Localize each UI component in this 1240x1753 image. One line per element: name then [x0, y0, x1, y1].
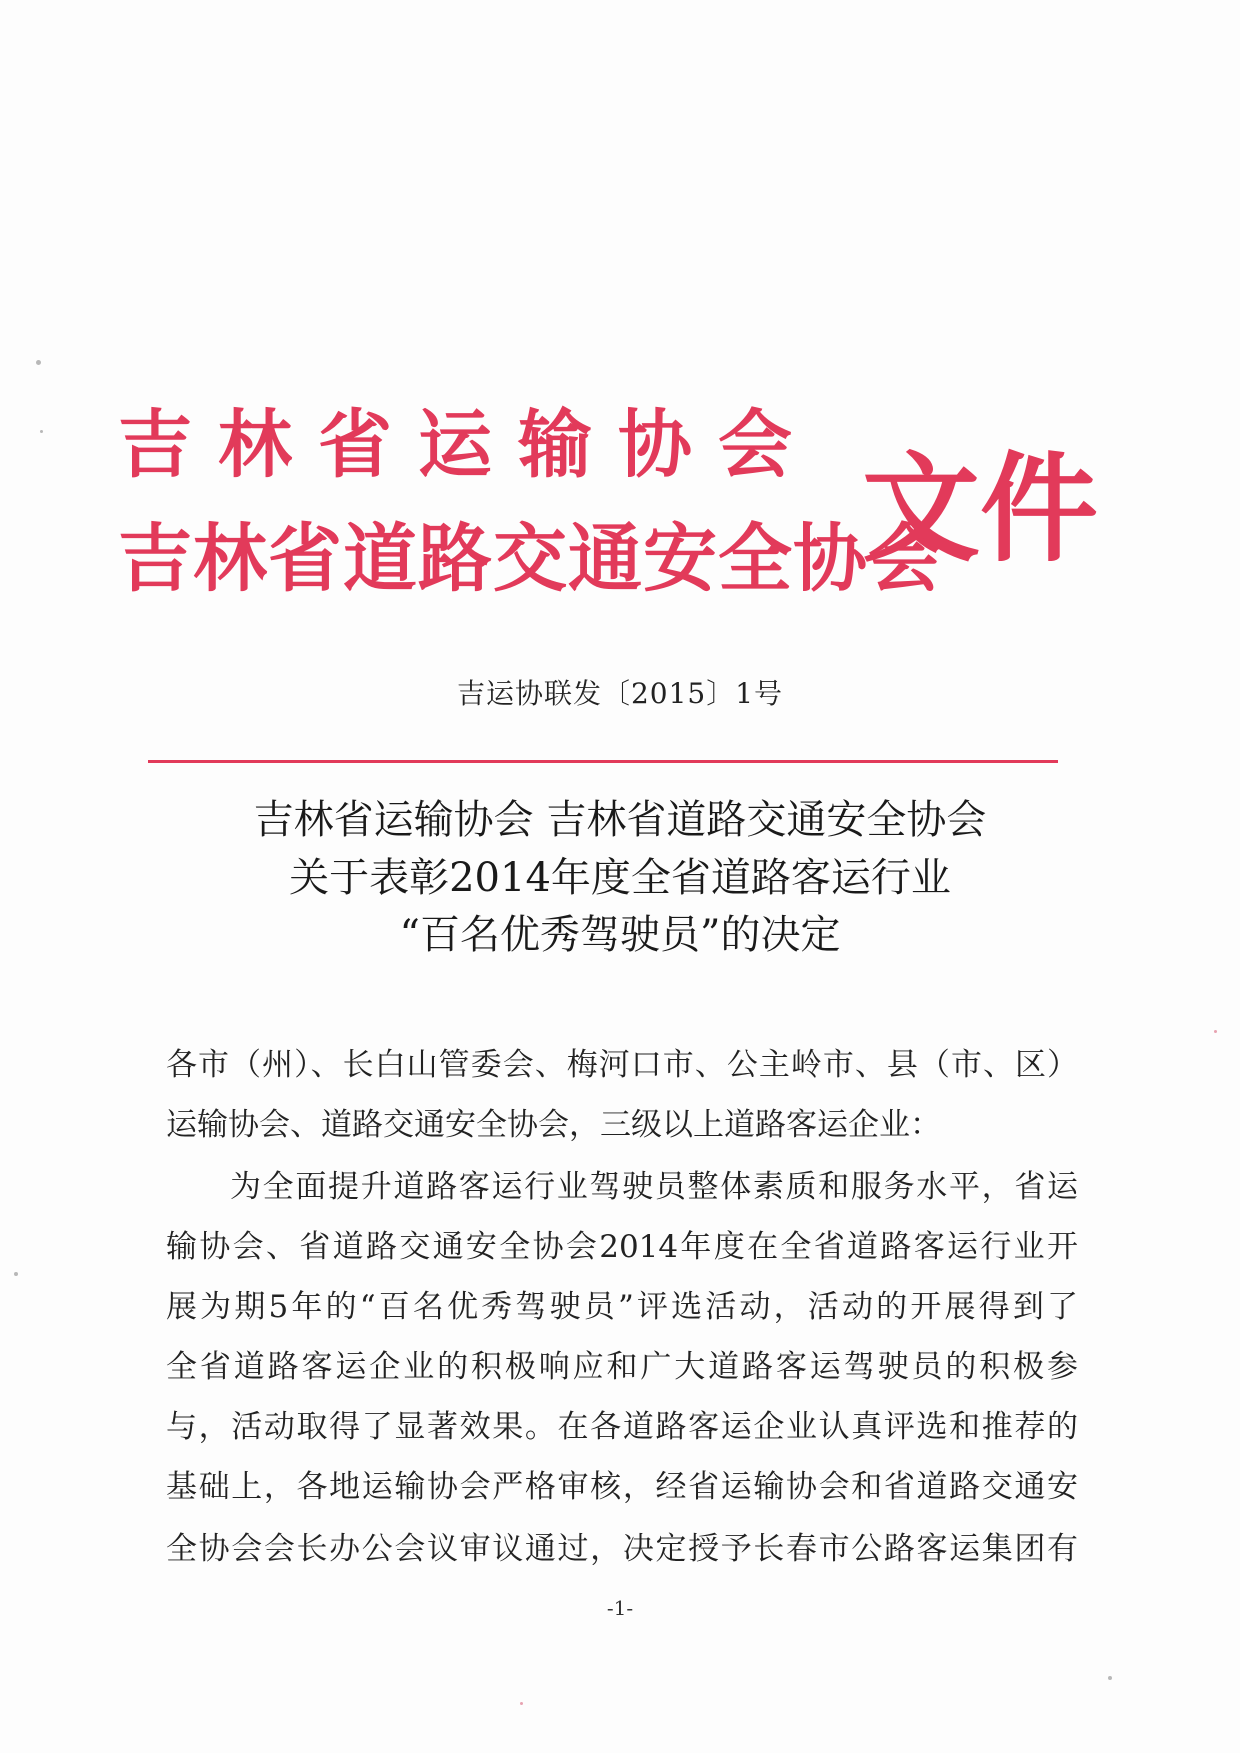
document-type-label: 文件: [862, 440, 1099, 578]
body-line-5: 展为期5年的“百名优秀驾驶员”评选活动，活动的开展得到了: [166, 1289, 1078, 1325]
scan-speck: [1214, 1030, 1217, 1033]
title-line-3: “百名优秀驾驶员”的决定: [399, 912, 841, 958]
title-line-1: 吉林省运输协会 吉林省道路交通安全协会: [253, 797, 987, 843]
body-line-4: 输协会、省道路交通安全协会2014年度在全省道路客运行业开: [166, 1229, 1078, 1265]
issuing-org-line-2: 吉林省道路交通安全协会: [118, 516, 943, 602]
body-line-3: 为全面提升道路客运行业驾驶员整体素质和服务水平，省运: [230, 1169, 1078, 1205]
issuing-org-line-1: 吉林省运输协会: [118, 402, 818, 488]
page-number: -1-: [606, 1596, 634, 1620]
document-number: 吉运协联发〔2015〕1号: [456, 677, 784, 710]
body-line-1: 各市（州）、长白山管委会、梅河口市、公主岭市、县（市、区）: [166, 1047, 1078, 1083]
body-line-7: 与，活动取得了显著效果。在各道路客运企业认真评选和推荐的: [166, 1409, 1078, 1445]
title-line-2: 关于表彰2014年度全省道路客运行业: [289, 855, 951, 901]
scan-speck: [36, 360, 41, 365]
body-line-8: 基础上，各地运输协会严格审核，经省运输协会和省道路交通安: [166, 1469, 1078, 1505]
body-line-9: 全协会会长办公会议审议通过，决定授予长春市公路客运集团有: [166, 1531, 1078, 1567]
body-line-2: 运输协会、道路交通安全协会，三级以上道路客运企业：: [166, 1107, 941, 1143]
red-divider-line: [148, 760, 1058, 763]
scan-speck: [520, 1702, 523, 1705]
scan-speck: [14, 1272, 18, 1276]
scan-speck: [1108, 1676, 1112, 1680]
scan-speck: [40, 430, 43, 433]
body-line-6: 全省道路客运企业的积极响应和广大道路客运驾驶员的积极参: [166, 1349, 1078, 1385]
